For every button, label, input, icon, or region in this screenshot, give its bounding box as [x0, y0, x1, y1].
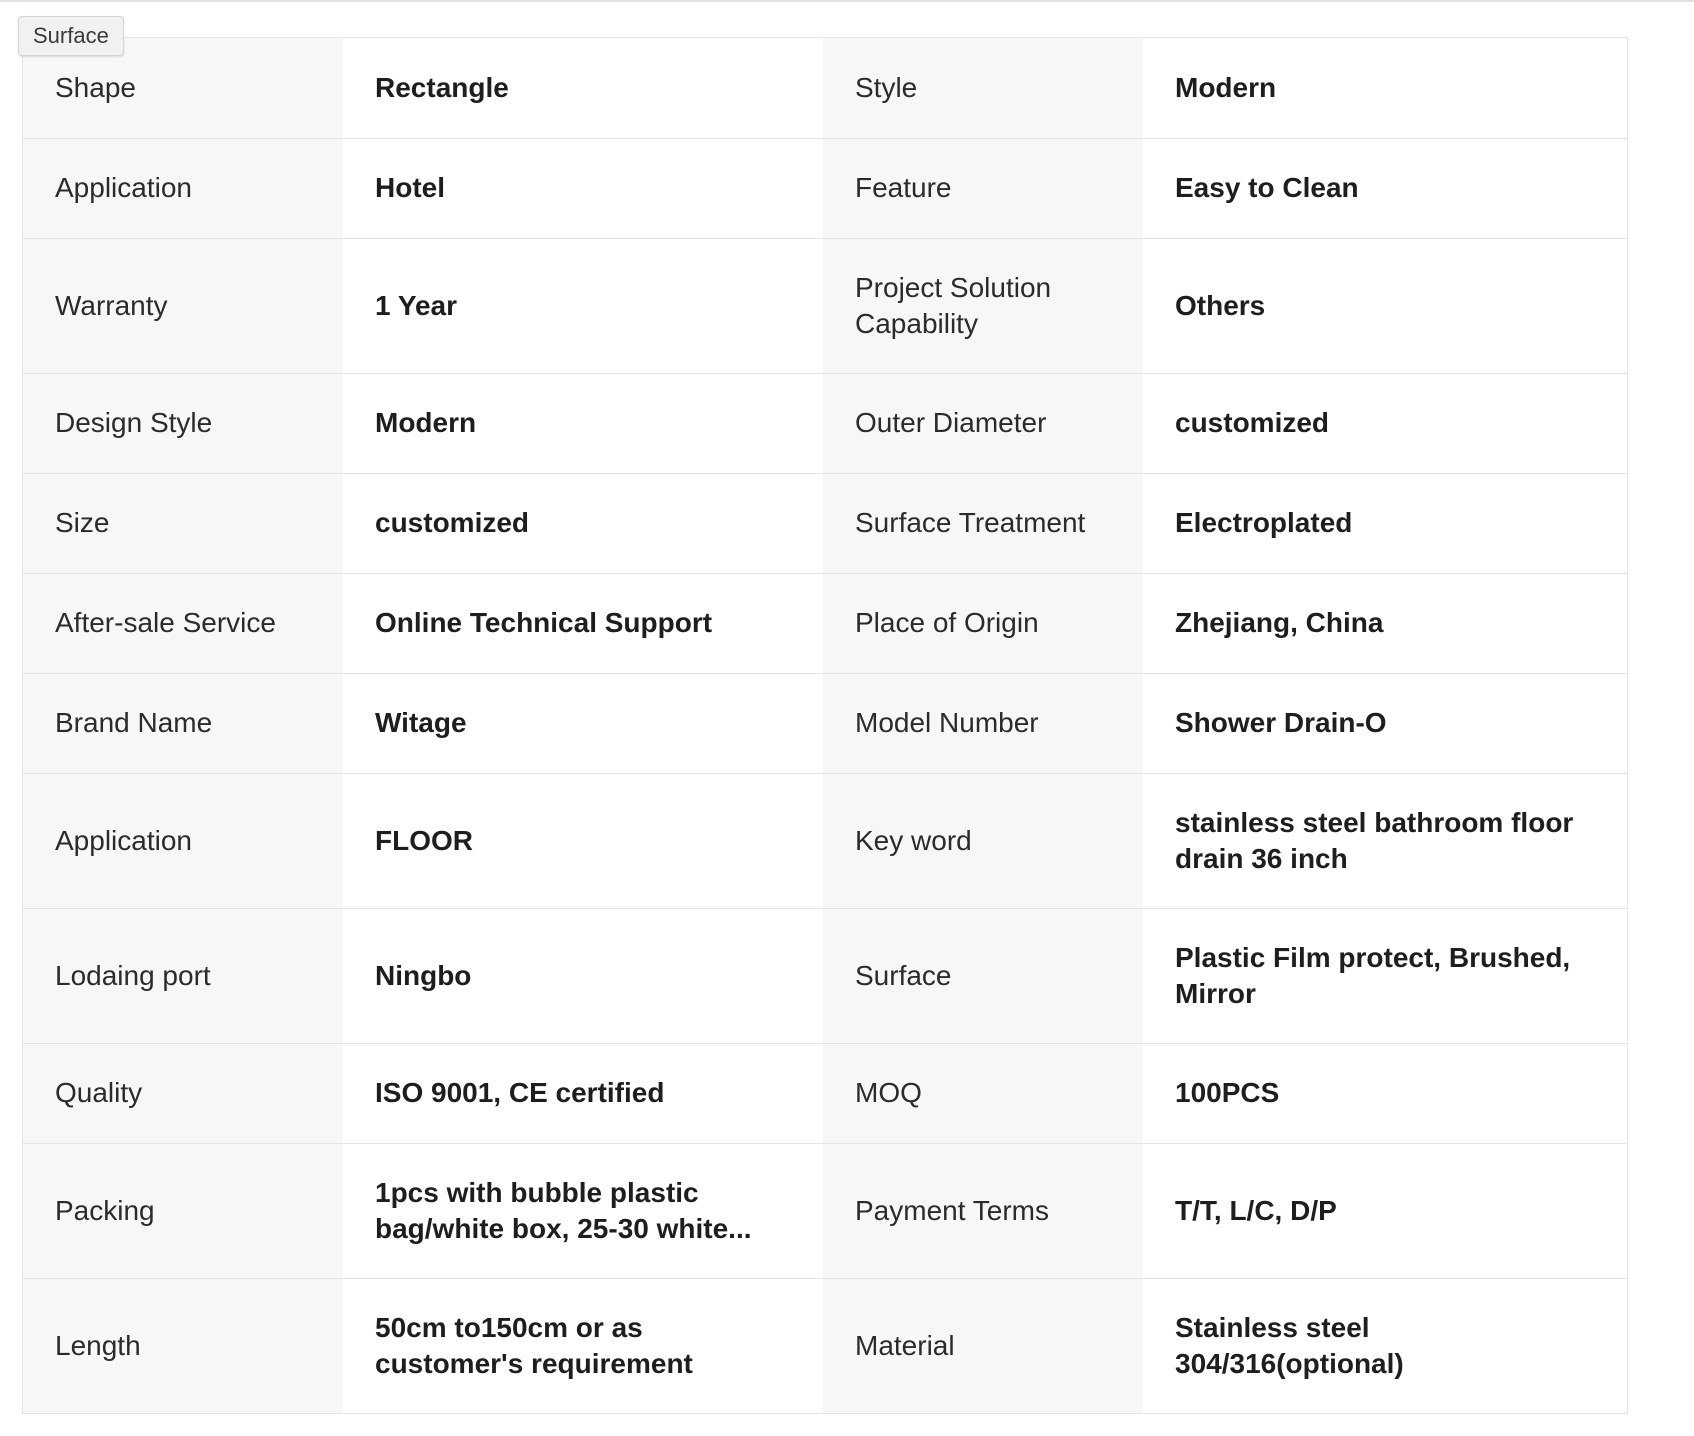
table-row [23, 138, 1627, 238]
attribute-value-text: 1pcs with bubble plastic bag/white box, 25-30 white... [375, 1176, 752, 1244]
attribute-name: Place of Origin [823, 573, 1143, 673]
attribute-name: Shape [23, 38, 343, 138]
attribute-value: Plastic Film protect, Brushed, Mirror [1143, 908, 1627, 1043]
table-row [23, 373, 1627, 473]
table-row [23, 908, 1627, 1043]
attribute-value: Rectangle [343, 38, 823, 138]
attribute-value: ISO 9001, CE certified [343, 1043, 823, 1143]
attribute-name: Surface [823, 908, 1143, 1043]
table-row [23, 38, 1627, 138]
attribute-name: Key word [823, 773, 1143, 908]
attribute-name: Application [23, 773, 343, 908]
attribute-value: Witage [343, 673, 823, 773]
table-row [23, 1278, 1627, 1413]
attribute-value: Modern [1143, 38, 1627, 138]
attribute-value: stainless steel bathroom floor drain 36 inch [1143, 773, 1627, 908]
attribute-value: Online Technical Support [343, 573, 823, 673]
attribute-value: customized [1143, 373, 1627, 473]
attribute-name: Feature [823, 138, 1143, 238]
attribute-value: 100PCS [1143, 1043, 1627, 1143]
attribute-name: Material [823, 1278, 1143, 1413]
attribute-name: Warranty [23, 238, 343, 373]
attribute-name: Brand Name [23, 673, 343, 773]
attribute-name: Length [23, 1278, 343, 1413]
attribute-name: Packing [23, 1143, 343, 1278]
top-divider [0, 0, 1694, 2]
table-row [23, 1043, 1627, 1143]
attribute-name: MOQ [823, 1043, 1143, 1143]
attribute-value: 50cm to150cm or as customer's requirement [343, 1278, 823, 1413]
hover-tooltip: Surface [18, 16, 124, 56]
attribute-name: Surface Treatment [823, 473, 1143, 573]
table-row [23, 238, 1627, 373]
attribute-value: Modern [343, 373, 823, 473]
attribute-name: Size [23, 473, 343, 573]
table-row [23, 473, 1627, 573]
table-row [23, 1143, 1627, 1278]
attribute-name: Style [823, 38, 1143, 138]
attribute-value: Zhejiang, China [1143, 573, 1627, 673]
table-row [23, 573, 1627, 673]
attribute-name: Application [23, 138, 343, 238]
attribute-name: Project Solution Capability [823, 238, 1143, 373]
attribute-name: Payment Terms [823, 1143, 1143, 1278]
attribute-value: Electroplated [1143, 473, 1627, 573]
attribute-value-truncated [343, 1143, 823, 1278]
attribute-value: customized [343, 473, 823, 573]
attribute-name: Outer Diameter [823, 373, 1143, 473]
attribute-value: 1 Year [343, 238, 823, 373]
attribute-name: Model Number [823, 673, 1143, 773]
attribute-name: Lodaing port [23, 908, 343, 1043]
product-attributes-table [22, 37, 1628, 1414]
attribute-value: T/T, L/C, D/P [1143, 1143, 1627, 1278]
attribute-value: Shower Drain-O [1143, 673, 1627, 773]
attribute-value: FLOOR [343, 773, 823, 908]
table-row [23, 773, 1627, 908]
attribute-value: Stainless steel 304/316(optional) [1143, 1278, 1627, 1413]
attribute-value: Easy to Clean [1143, 138, 1627, 238]
attribute-name: After-sale Service [23, 573, 343, 673]
attribute-name: Quality [23, 1043, 343, 1143]
attribute-value: Hotel [343, 138, 823, 238]
attribute-name: Design Style [23, 373, 343, 473]
attribute-value: Ningbo [343, 908, 823, 1043]
table-row [23, 673, 1627, 773]
attribute-value: Others [1143, 238, 1627, 373]
attributes-grid [23, 38, 1627, 1413]
